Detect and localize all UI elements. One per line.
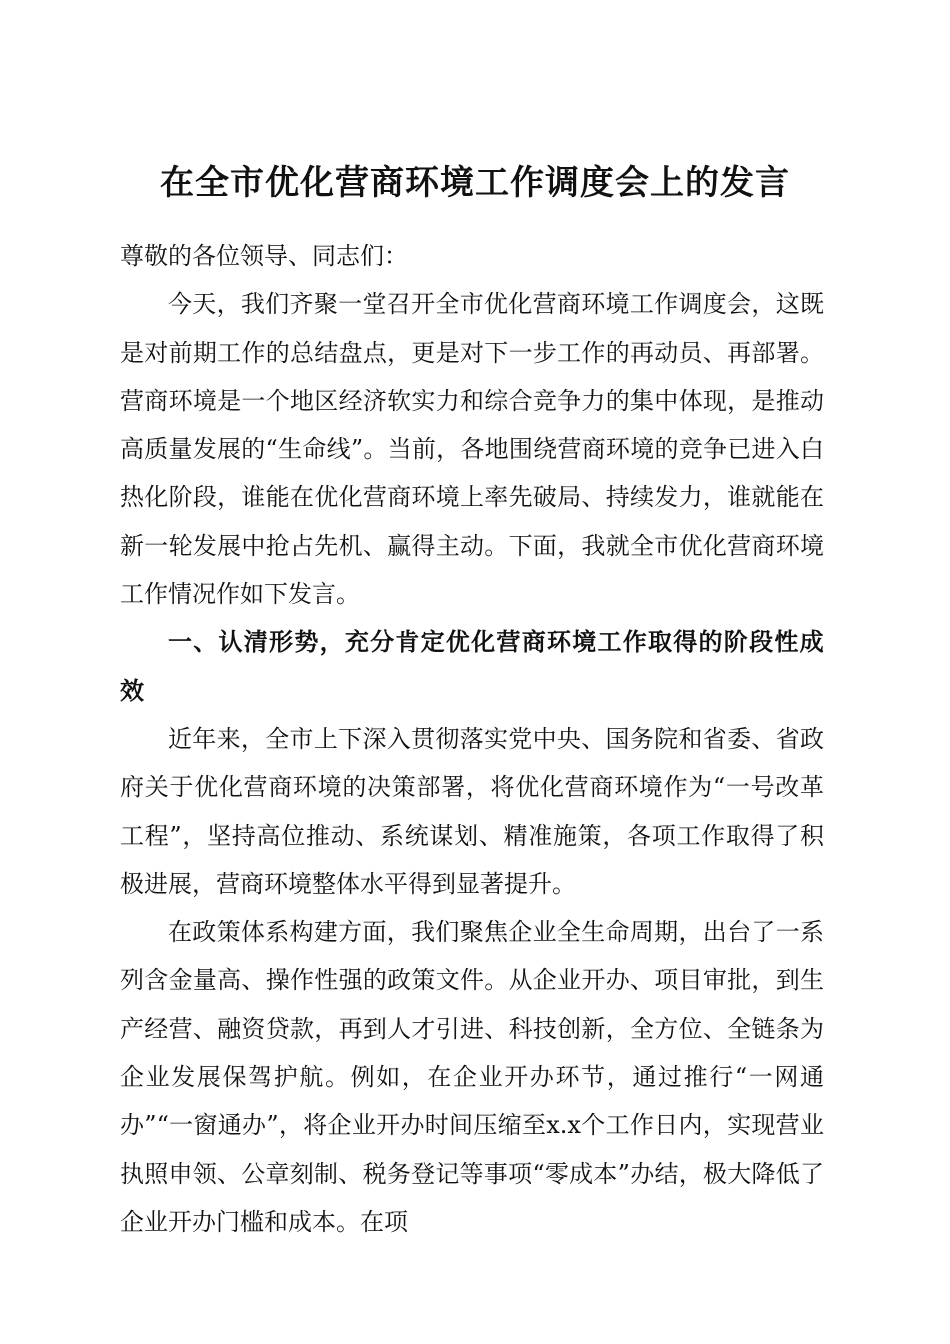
section1-paragraph-2: 在政策体系构建方面，我们聚焦企业全生命周期，出台了一系列含金量高、操作性强的政策文件。从企业开办、项目审批，到生产经营、融资贷款，再到人才引进、科技创新，全方位、全链条为企业发展保驾护航。例如，在企业开办环节，通过推行“一网通办”“一窗通办”，将企业开办时间压缩至x.x个工作日内，实现营业执照申领、公章刻制、税务登记等事项“零成本”办结，极大降低了企业开办门槛和成本。在项 — [120, 918, 824, 1236]
document-body — [120, 232, 824, 1246]
section1-paragraph-1: 近年来，全市上下深入贯彻落实党中央、国务院和省委、省政府关于优化营商环境的决策部署，将优化营商环境作为“一号改革工程”，坚持高位推动、系统谋划、精准施策，各项工作取得了积极进展，营商环境整体水平得到显著提升。 — [120, 724, 824, 898]
section-heading-1: 一、认清形势，充分肯定优化营商环境工作取得的阶段性成效 — [120, 628, 824, 705]
opening-paragraph: 今天，我们齐聚一堂召开全市优化营商环境工作调度会，这既是对前期工作的总结盘点，更是对下一步工作的再动员、再部署。营商环境是一个地区经济软实力和综合竞争力的集中体现，是推动高质量发展的“生命线”。当前，各地围绕营商环境的竞争已进入白热化阶段，谁能在优化营商环境上率先破局、持续发力，谁就能在新一轮发展中抢占先机、赢得主动。下面，我就全市优化营商环境工作情况作如下发言。 — [120, 290, 824, 609]
document-title: 在全市优化营商环境工作调度会上的发言 — [160, 162, 790, 203]
salutation: 尊敬的各位领导、同志们： — [120, 242, 408, 270]
